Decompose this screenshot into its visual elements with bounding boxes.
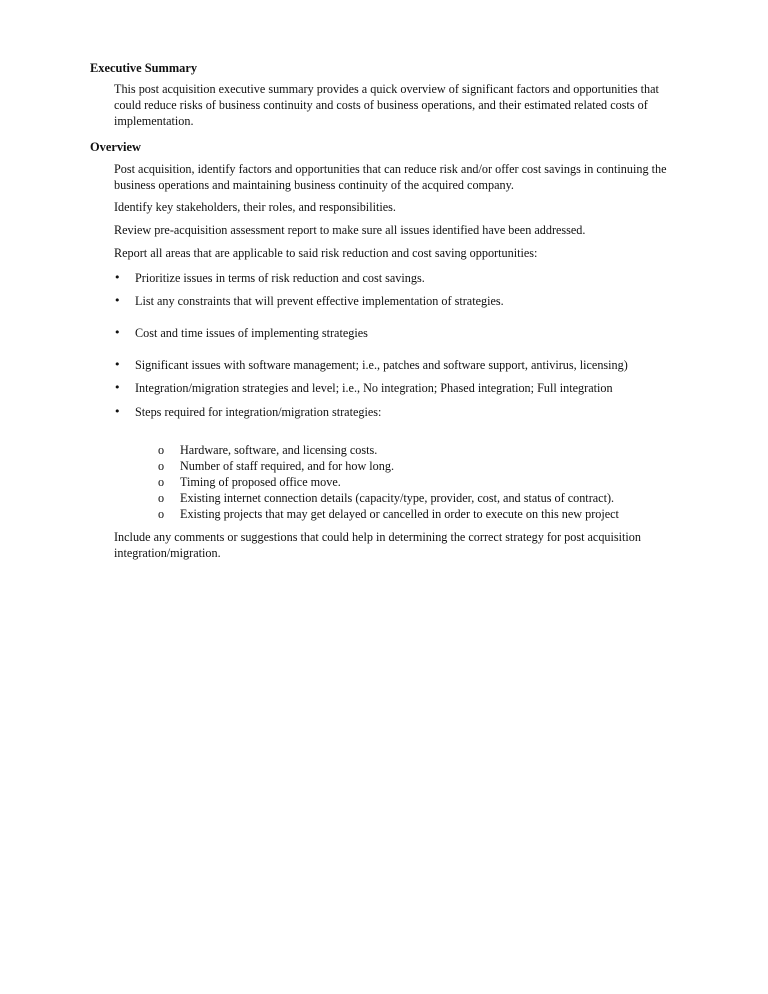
sub-bullet-item: [158, 458, 718, 474]
overview-heading: Overview: [90, 140, 141, 154]
overview-paragraph: Review pre-acquisition assessment report to make sure all issues identified have been addressed.: [114, 223, 586, 237]
sub-bullet-text: Hardware, software, and licensing costs.: [180, 443, 378, 457]
executive-summary-body: This post acquisition executive summary provides a quick overview of significant factors and opportunities that could reduce risks of business continuity and costs of business operations, and their estimated related costs of implementation.: [114, 82, 659, 128]
sub-bullet-item: [158, 442, 718, 458]
sub-bullet-item: [158, 474, 718, 490]
closing-paragraph: Include any comments or suggestions that could help in determining the correct strategy for post acquisition integration/migration.: [114, 530, 641, 560]
bullet-icon: •: [114, 358, 121, 371]
overview-paragraph: Identify key stakeholders, their roles, and responsibilities.: [114, 200, 396, 214]
bullet-text: List any constraints that will prevent effective implementation of strategies.: [135, 294, 504, 308]
executive-summary-heading: Executive Summary: [90, 61, 198, 75]
bullet-item: [114, 293, 714, 309]
sub-bullet-text: Timing of proposed office move.: [180, 475, 341, 489]
bullet-icon: •: [114, 381, 121, 394]
bullet-item: [114, 404, 714, 420]
bullet-icon: •: [114, 405, 121, 418]
bullet-text: Cost and time issues of implementing strategies: [135, 326, 368, 340]
bullet-text: Steps required for integration/migration strategies:: [135, 405, 382, 419]
sub-bullet-item: [158, 490, 718, 506]
hollow-bullet-icon: o: [158, 475, 165, 489]
hollow-bullet-icon: o: [158, 443, 165, 457]
sub-bullet-text: Existing projects that may get delayed or cancelled in order to execute on this new project: [180, 507, 619, 521]
bullet-item: [114, 357, 714, 373]
bullet-text: Significant issues with software management; i.e., patches and software support, antivirus, licensing): [135, 358, 628, 372]
overview-paragraph: Post acquisition, identify factors and opportunities that can reduce risk and/or offer cost savings in continuing the business operations and maintaining business continuity of the acquired company.: [114, 162, 667, 192]
bullet-icon: •: [114, 271, 121, 284]
bullet-item: [114, 270, 714, 286]
bullet-icon: •: [114, 294, 121, 307]
overview-paragraph: Report all areas that are applicable to said risk reduction and cost saving opportunities:: [114, 246, 538, 260]
hollow-bullet-icon: o: [158, 507, 165, 521]
sub-bullet-text: Existing internet connection details (capacity/type, provider, cost, and status of contract).: [180, 491, 615, 505]
hollow-bullet-icon: o: [158, 491, 165, 505]
bullet-item: [114, 325, 714, 341]
hollow-bullet-icon: o: [158, 459, 165, 473]
bullet-text: Prioritize issues in terms of risk reduction and cost savings.: [135, 271, 425, 285]
bullet-text: Integration/migration strategies and level; i.e., No integration; Phased integration; Full integration: [135, 381, 613, 395]
bullet-icon: •: [114, 326, 121, 339]
bullet-item: [114, 380, 714, 396]
sub-bullet-text: Number of staff required, and for how long.: [180, 459, 395, 473]
sub-bullet-item: [158, 506, 718, 522]
